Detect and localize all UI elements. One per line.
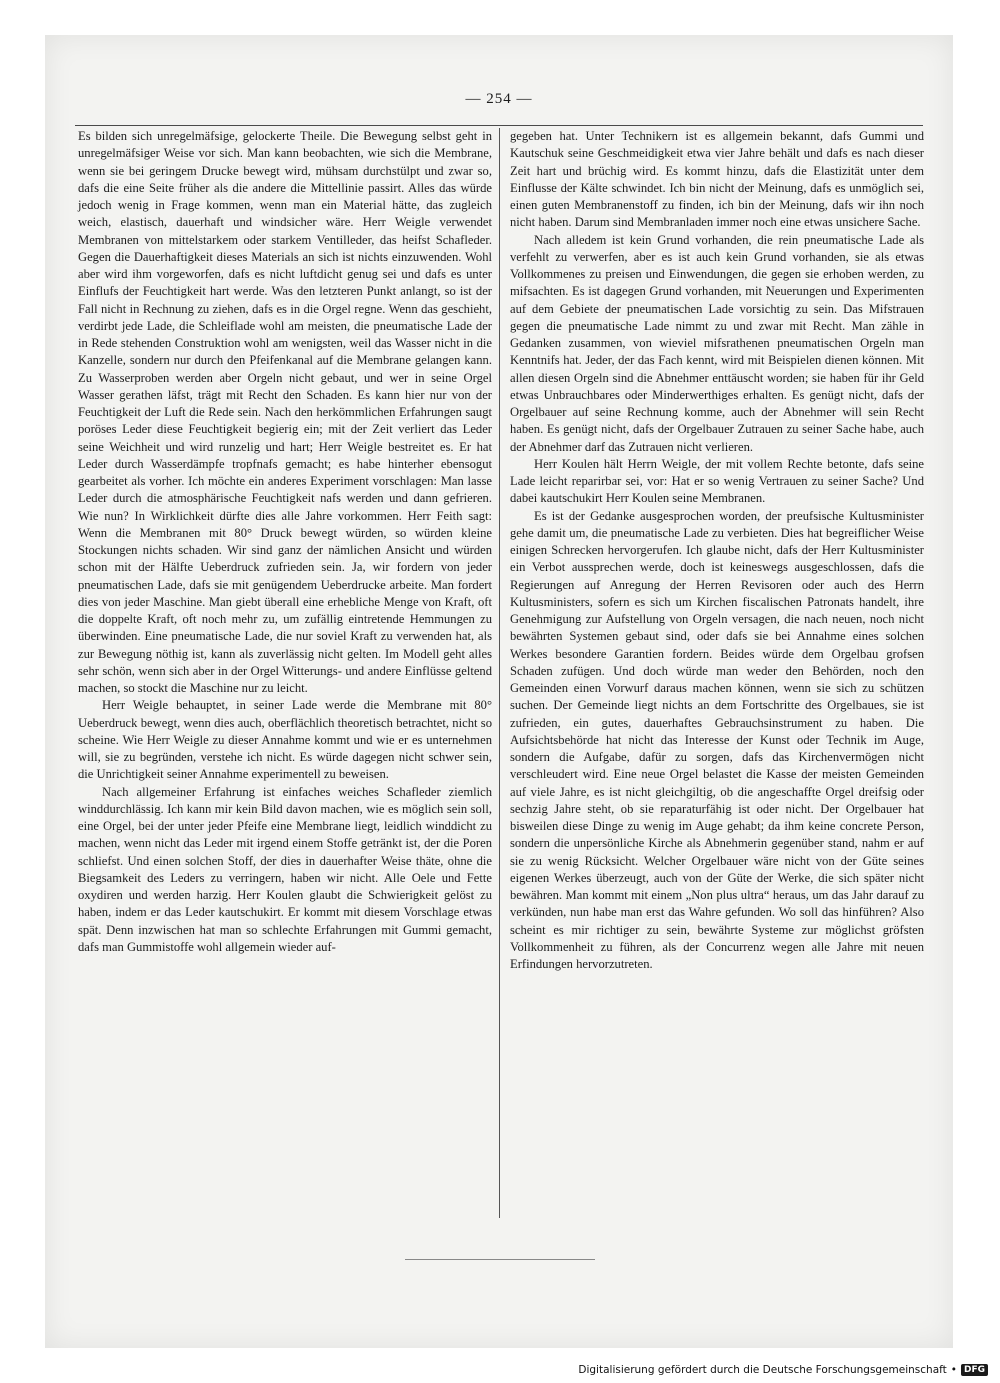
right-paragraph-4: Es ist der Gedanke ausgesprochen worden, der preufsische Kultusminister gehe damit um, die pneumatische Lade zu verbieten. Dies hat begreiflicher Weise einigen Schrecken hervorgerufen. Ich glaube nicht, dafs der Herr Kultusminister ein Verbot aussprechen werde, doch ist keineswegs ausgeschlossen, dafs die Regierungen auf Anregung der Herren Revisoren oder auch des Herrn Kultusministers, sofern es sich um Kirchen fiscalischen Patronats handelt, ihre Genehmigung zur Aufstellung von Orgeln versagen, die nach neuen, noch nicht bewährten Systemen gebaut sind, oder dafs sie bei Annahme eines solchen Werkes besondere Garantien fordern. Beides würde dem Orgelbau grofsen Schaden zufügen. Und doch würde man weder den Behörden, noch den Gemeinden einen Vorwurf daraus machen können, wenn sie sich zu schützen suchen. Der Gemeinde liegt nichts an dem Fortschritte des Orgelbaues, sie ist zufrieden, ein gutes, dauerhaftes Gebrauchsinstrument zu haben. Die Aufsichtsbehörde hat nicht das Interesse der Kunst oder Technik im Auge, sondern die Aufgabe, dafür zu sorgen, dafs das Kirchenvermögen nicht verschleudert wird. Eine neue Orgel belastet die Kasse der meisten Gemeinden auf viele Jahre, es ist nicht gleichgiltig, ob die angeschaffte Orgel dreifsig oder sechzig Jahre steht, ob sie reparaturfähig ist oder nicht. Der Orgelbauer hat bisweilen diese Dinge zu wenig im Auge gehabt; da ihm keine concrete Person, sondern die unpersönliche Kirche als Abnehmerin gegenüber stand, nahm er auf sie zu wenig Rücksicht. Welcher Orgelbauer wäre nicht von der Güte seines eigenen Werkes überzeugt, auch von der Güte der Werke, die sich später nicht bewähren. Man kommt mit einem „Non plus ultra“ heraus, um das Jahr darauf zu verkünden, nun habe man erst das Wahre gefunden. Wo soll das hinführen? Also scheint es mir richtiger zu sein, bewährte Systeme zur möglichst gröfsten Vollkommenheit zu führen, als der Concurrenz wegen alle Jahre mit neuen Erfindungen hervorzutreten.	[510, 508, 924, 971]
column-divider	[499, 128, 500, 1218]
right-paragraph-2: Nach alledem ist kein Grund vorhanden, die rein pneumatische Lade als verfehlt zu verwerfen, aber es ist auch kein Grund vorhanden, sie als etwas Vollkommenes zu preisen und Einwendungen, die gegen sie erhoben werden, zu mifsachten. Es ist dagegen Grund vorhanden, mit Neuerungen und Experimenten auf dem Gebiete der pneumatischen Lade vorsichtig zu sein. Das Mifstrauen gegen die pneumatische Lade nimmt zu und zwar mit Recht. Man zähle in Gedanken zusammen, von wieviel mifsrathenen pneumatischen Orgeln man Kenntnifs hat. Jeder, der das Fach kennt, wird mit Beispielen dienen können. Mit allen diesen Orgeln sind die Abnehmer enttäuscht worden; sie haben für ihr Geld etwas Unbrauchbares oder Minderwerthiges erhalten. Es genügt nicht, dafs der Orgelbauer auf seine Rechnung komme, auch der Abnehmer will sein Recht haben. Es genügt nicht, dafs der Orgelbauer Zutrauen zu seiner Sache habe, auch der Abnehmer darf das Zutrauen nicht verlieren.	[510, 232, 924, 454]
credit-text: Digitalisierung gefördert durch die Deutsche Forschungsgemeinschaft	[578, 1364, 947, 1376]
digitization-credit	[578, 1364, 988, 1376]
end-rule	[405, 1259, 595, 1260]
header-rule	[75, 125, 923, 126]
right-paragraph-1: gegeben hat. Unter Technikern ist es allgemein bekannt, dafs Gummi und Kautschuk seine Geschmeidigkeit etwa vier Jahre behält und dafs es nach dieser Zeit hart und brüchig wird. Es kommt hinzu, dafs die Elastizität unter dem Einflusse der Kälte schwindet. Ich bin nicht der Meinung, dafs es unmöglich sei, einen guten Membranenstoff zu finden, ich bin der Meinung, dafs wir ihn noch nicht haben. Darum sind Membranladen immer noch eine etwas unsichere Sache.	[510, 129, 924, 230]
left-paragraph-1: Es bilden sich unregelmäfsige, gelockerte Theile. Die Bewegung selbst geht in unregelmäfsiger Weise vor sich. Man kann beobachten, wie sich die Membrane, wenn sie bei geringem Drucke bewegt wird, mühsam durchstülpt und zwar so, dafs die eine Seite früher als die andere die Mittellinie passirt. Alles das würde jedoch wenig in Frage kommen, wenn man ein Material hätte, das zugleich weich, elastisch, dauerhaft und windsicher wäre. Herr Weigle verwendet Membranen von mittelstarkem oder starkem Ventilleder, das heifst Schafleder. Gegen die Dauerhaftigkeit dieses Materials an sich ist nichts einzuwenden. Wohl aber wird ihm vorgeworfen, dafs es nicht luftdicht genug sei und dafs es unter Einflufs der Feuchtigkeit hart werde. Was den letzteren Punkt anlangt, so ist der Fall nicht in Rechnung zu ziehen, dafs es in die Orgel regne. Wenn das geschieht, verdirbt jede Lade, die Schleiflade wohl am meisten, die pneumatische Lade der in Rede stehenden Construktion wohl am wenigsten, weil das Wasser nicht in die Kanzelle, sondern nur durch den Pfeifenkanal auf die Membrane gelangen kann. Zu Wasserproben werden aber Orgeln nicht gebaut, und wer in seine Orgel Wasser gerathen läfst, trägt mit Recht den Schaden. Es kann hier nur von der Feuchtigkeit der Luft die Rede sein. Nach den herkömmlichen Erfahrungen saugt poröses Leder diese Feuchtigkeit begierig ein; mit der Zeit verliert das Leder seine Weichheit und wird runzelig und hart; Herr Weigle bestreitet es. Er hat Leder durch Wasserdämpfe tropfnafs gemacht; es habe hinterher ebensogut gearbeitet als vorher. Ich möchte ein anderes Experiment vorschlagen: Man lasse Leder durch die atmosphärische Feuchtigkeit nafs werden und dann gefrieren. Wie nun? In Wirklichkeit dürfte dies alle Jahre vorkommen. Herr Feith sagt: Wenn die Membranen mit 80° Druck bewegt würden, so würden kleine Stockungen nichts schaden. Wir sind ganz der nämlichen Ansicht und würden schon mit der Hälfte Ueberdruck zufrieden sein. Ja, wir fordern von jeder pneumatischen Lade, dafs sie mit genügendem Ueberdrucke arbeite. Man fordert dies von jeder Maschine. Man giebt überall eine erhebliche Menge von Kraft, oft die doppelte Kraft, oft noch mehr zu, um zufällig eintretende Hemmungen zu überwinden. Eine pneumatische Lade, die nur soviel Kraft zu verwenden hat, als zur Bewegung nöthig ist, kann als zuverlässig nicht gelten. Im Modell geht alles sehr schön, wenn sich aber in der Orgel Witterungs- und andere Einflüsse geltend machen, so stockt die Maschine nur zu leicht.	[78, 129, 492, 695]
right-paragraph-3: Herr Koulen hält Herrn Weigle, der mit vollem Rechte betonte, dafs seine Lade leicht reparirbar sei, vor: Hat er so wenig Vertrauen zu seiner Sache? Und dabei kautschukirt Herr Koulen seine Membranen.	[510, 456, 924, 506]
left-paragraph-3: Nach allgemeiner Erfahrung ist einfaches weiches Schafleder ziemlich winddurchlässig. Ich kann mir kein Bild davon machen, wie es möglich sein soll, eine Orgel, bei der unter jeder Pfeife eine Membrane liegt, leidlich winddicht zu machen, wenn nicht das Leder mit irgend einem Stoffe getränkt ist, der die Poren schliefst. Und einen solchen Stoff, der dies in dauerhafter Weise thäte, ohne die Biegsamkeit des Leders zu verringern, haben wir nicht. Alle Oele und Fette oxydiren und werden harzig. Herr Koulen glaubt die Schwierigkeit gelöst zu haben, indem er das Leder kautschukirt. Er kommt mit diesem Vorschlage etwas spät. Denn inzwischen hat man so schlechte Erfahrungen mit Gummi gemacht, dafs man Gummistoffe wohl allgemein wieder auf-	[78, 784, 492, 954]
page-number: — 254 —	[465, 91, 533, 107]
left-column	[78, 128, 492, 956]
left-paragraph-2: Herr Weigle behauptet, in seiner Lade werde die Membrane mit 80° Ueberdruck bewegt, wenn dies auch, oberflächlich theoretisch betrachtet, nicht so scheine. Wie Herr Weigle zu dieser Annahme kommt und wie er es unternehmen will, sie zu begründen, verstehe ich nicht. Es würde dagegen nicht schwer sein, die Unrichtigkeit seiner Annahme experimentell zu beweisen.	[78, 698, 492, 782]
credit-separator: •	[950, 1364, 957, 1376]
right-column	[510, 128, 924, 973]
dfg-logo-icon: DFG	[961, 1364, 988, 1376]
scanned-page	[45, 35, 953, 1348]
